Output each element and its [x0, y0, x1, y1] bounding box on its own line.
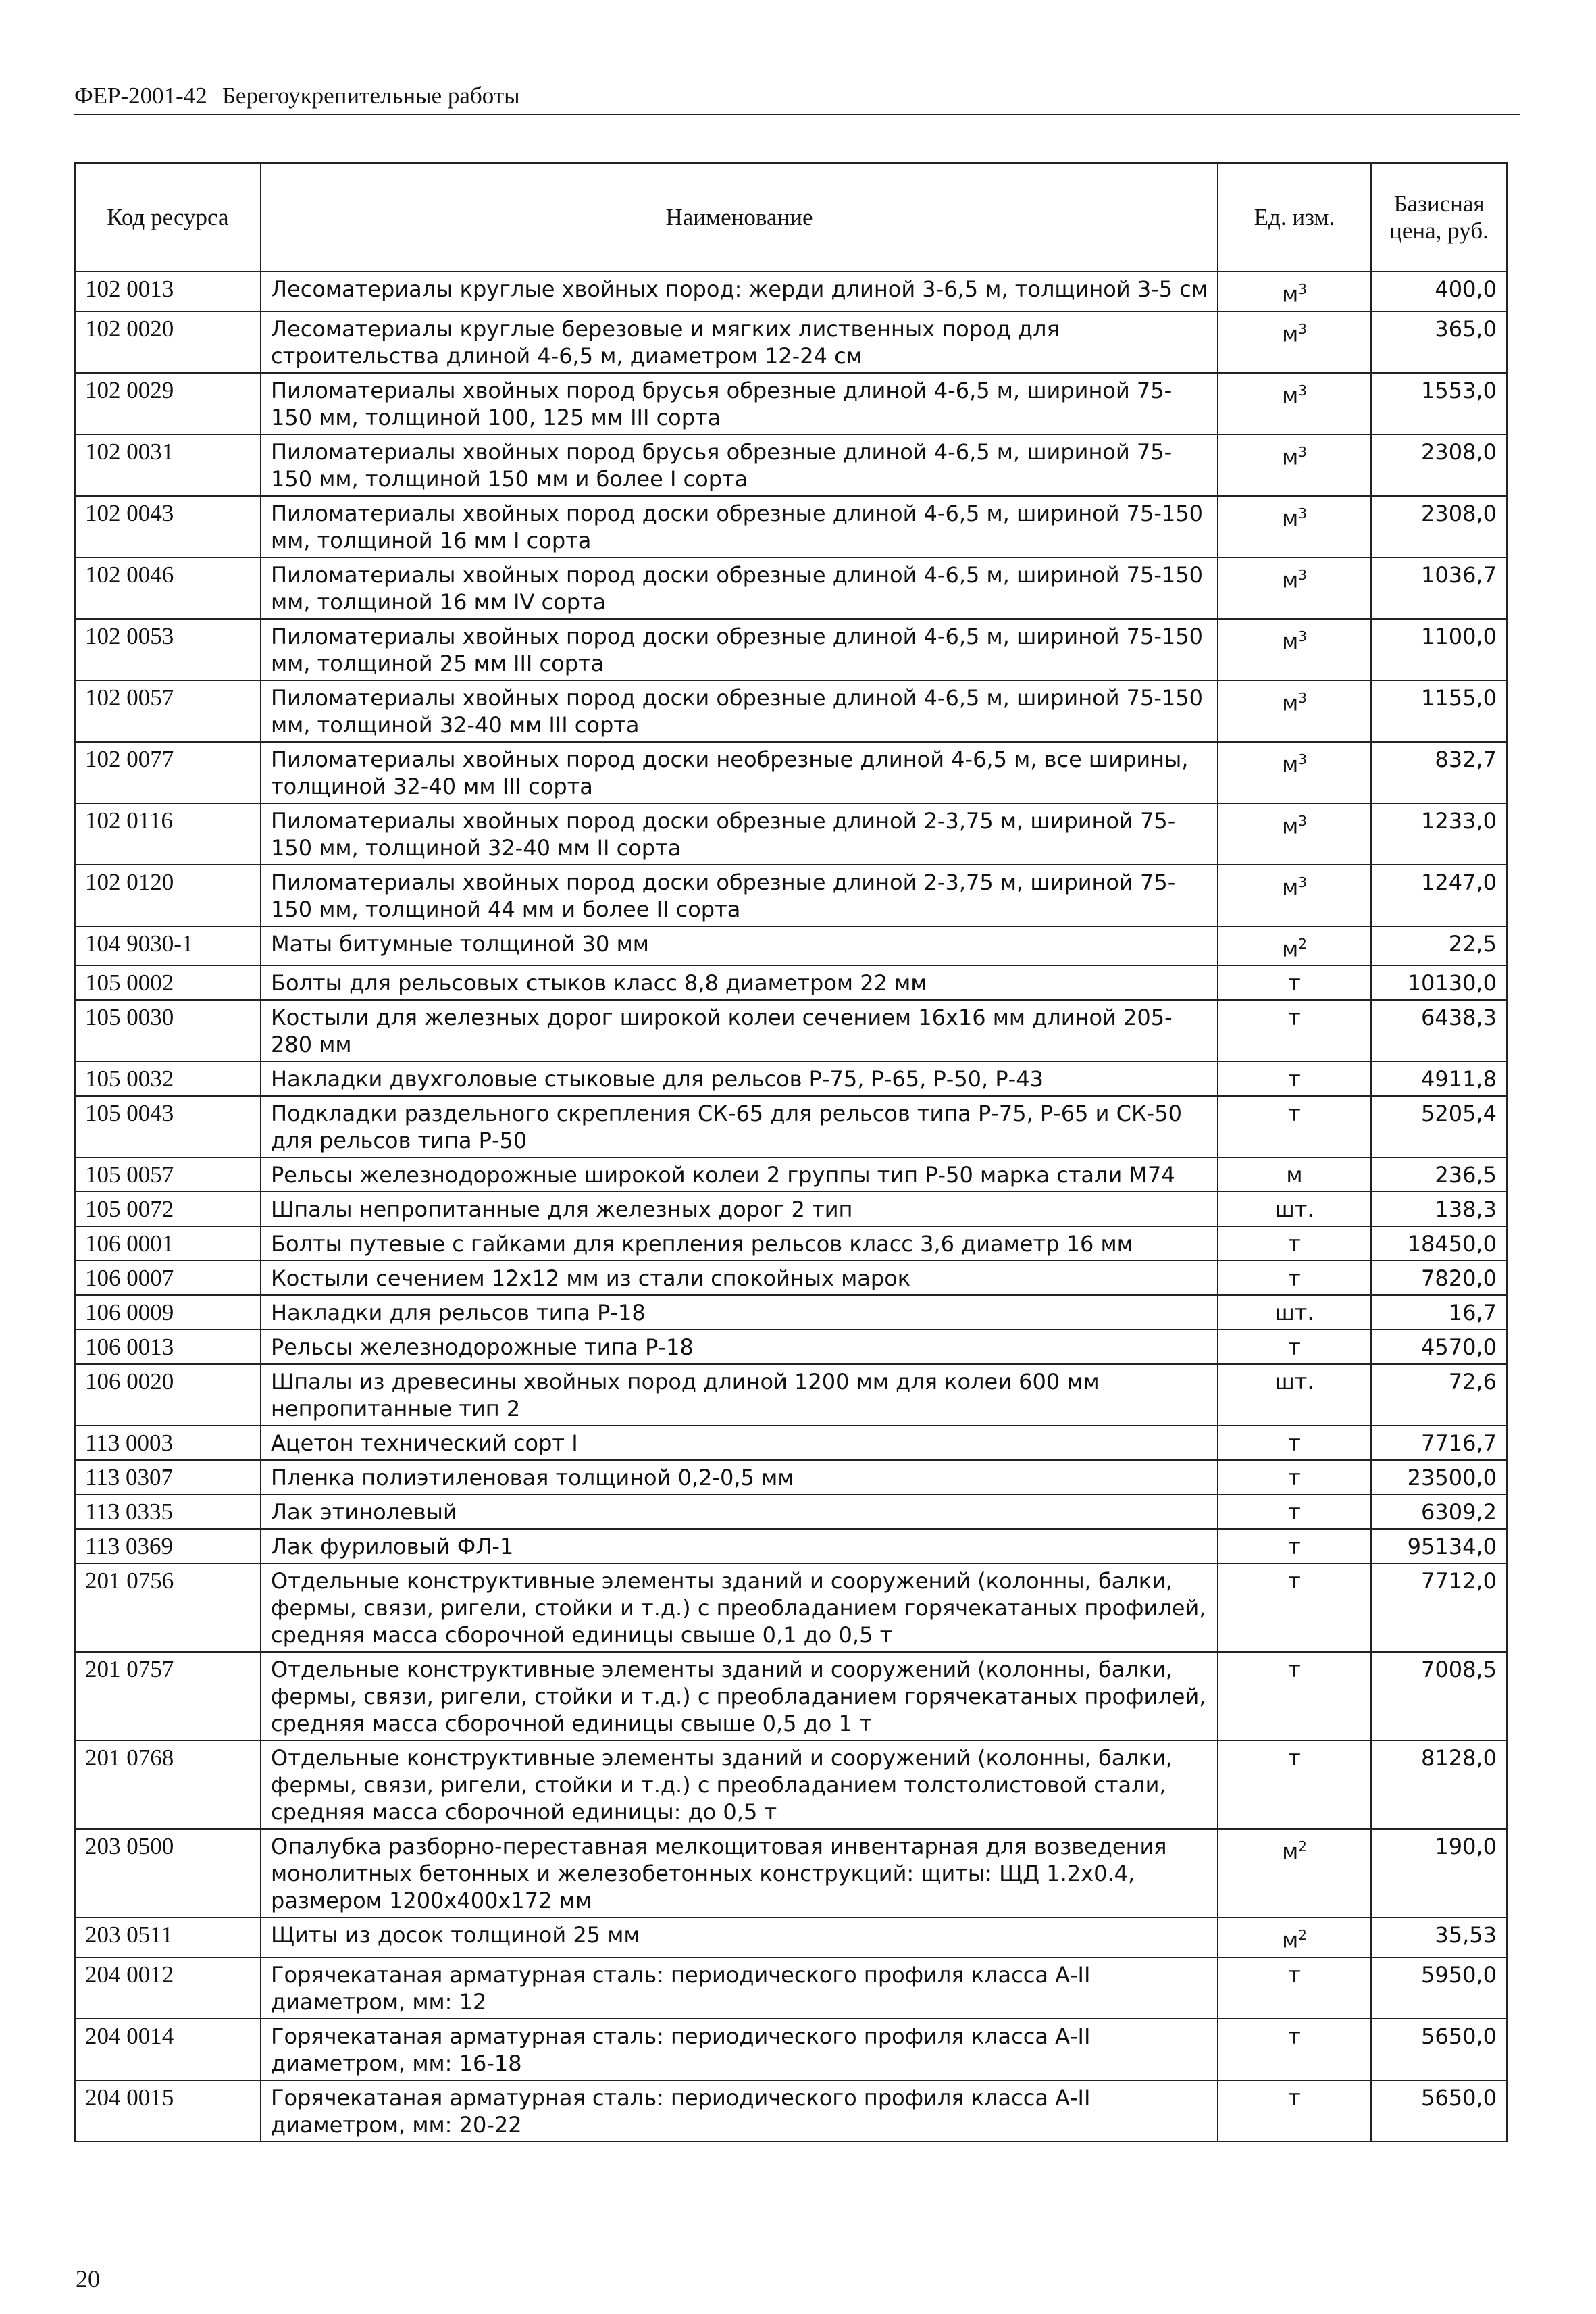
- resource-code: 102 0020: [75, 311, 261, 373]
- unit-exponent: 3: [1298, 812, 1307, 829]
- resource-code: 106 0013: [75, 1330, 261, 1364]
- table-row: [75, 1330, 1507, 1364]
- unit-exponent: 3: [1298, 628, 1307, 645]
- unit-cell: [1218, 1061, 1371, 1096]
- unit-cell: [1218, 373, 1371, 434]
- unit-label: м: [1282, 321, 1299, 347]
- base-price: 5650,0: [1371, 2019, 1507, 2080]
- table-row: [75, 1494, 1507, 1529]
- unit-exponent: 3: [1298, 320, 1307, 337]
- resource-price-table: [74, 162, 1508, 2142]
- base-price: 8128,0: [1371, 1740, 1507, 1829]
- base-price: 1553,0: [1371, 373, 1507, 434]
- table-row: [75, 1295, 1507, 1330]
- resource-code: 204 0015: [75, 2080, 261, 2142]
- table-row: [75, 1563, 1507, 1652]
- unit-cell: [1218, 1460, 1371, 1494]
- resource-code: 201 0757: [75, 1652, 261, 1740]
- table-row: [75, 311, 1507, 373]
- resource-name: Пиломатериалы хвойных пород брусья обрезные длиной 4-6,5 м, шириной 75-150 мм, толщиной 100, 125 мм III сорта: [261, 373, 1218, 434]
- unit-cell: [1218, 742, 1371, 803]
- unit-exponent: 2: [1298, 935, 1307, 952]
- base-price: 95134,0: [1371, 1529, 1507, 1563]
- table-row: [75, 742, 1507, 803]
- table-body: [75, 272, 1507, 2142]
- unit-label: т: [1288, 1745, 1301, 1771]
- table-row: [75, 803, 1507, 865]
- resource-code: 113 0335: [75, 1494, 261, 1529]
- column-header-code: Код ресурса: [75, 163, 261, 272]
- resource-code: 105 0002: [75, 965, 261, 1000]
- page-number: 20: [76, 2265, 100, 2292]
- unit-cell: [1218, 434, 1371, 496]
- base-price: 1247,0: [1371, 865, 1507, 926]
- unit-cell: [1218, 1917, 1371, 1957]
- resource-code: 105 0072: [75, 1192, 261, 1226]
- resource-name: Щиты из досок толщиной 25 мм: [261, 1917, 1218, 1957]
- table-row: [75, 865, 1507, 926]
- unit-cell: [1218, 965, 1371, 1000]
- resource-name: Лак этинолевый: [261, 1494, 1218, 1529]
- table-row: [75, 496, 1507, 557]
- resource-code: 203 0511: [75, 1917, 261, 1957]
- unit-cell: [1218, 1295, 1371, 1330]
- unit-label: м: [1282, 936, 1299, 962]
- resource-name: Болты для рельсовых стыков класс 8,8 диаметром 22 мм: [261, 965, 1218, 1000]
- unit-cell: [1218, 803, 1371, 865]
- unit-label: т: [1288, 1430, 1301, 1457]
- unit-label: м: [1282, 567, 1299, 593]
- table-row: [75, 1096, 1507, 1157]
- base-price: 4911,8: [1371, 1061, 1507, 1096]
- resource-code: 105 0032: [75, 1061, 261, 1096]
- unit-label: шт.: [1275, 1300, 1314, 1326]
- table-row: [75, 434, 1507, 496]
- resource-name: Пиломатериалы хвойных пород доски необрезные длиной 4-6,5 м, все ширины, толщиной 32-40 мм III сорта: [261, 742, 1218, 803]
- base-price: 22,5: [1371, 926, 1507, 966]
- table-row: [75, 1000, 1507, 1061]
- base-price: 23500,0: [1371, 1460, 1507, 1494]
- base-price: 6309,2: [1371, 1494, 1507, 1529]
- resource-name: Маты битумные толщиной 30 мм: [261, 926, 1218, 966]
- unit-exponent: 3: [1298, 689, 1307, 706]
- unit-exponent: 3: [1298, 505, 1307, 522]
- unit-exponent: 3: [1298, 443, 1307, 460]
- unit-cell: [1218, 1096, 1371, 1157]
- resource-code: 201 0756: [75, 1563, 261, 1652]
- unit-cell: [1218, 1426, 1371, 1460]
- resource-name: Шпалы из древесины хвойных пород длиной 1200 мм для колеи 600 мм непропитанные тип 2: [261, 1364, 1218, 1426]
- base-price: 2308,0: [1371, 434, 1507, 496]
- resource-code: 102 0046: [75, 557, 261, 619]
- resource-name: Пленка полиэтиленовая толщиной 0,2-0,5 мм: [261, 1460, 1218, 1494]
- table-row: [75, 557, 1507, 619]
- resource-code: 204 0012: [75, 1957, 261, 2019]
- resource-name: Пиломатериалы хвойных пород доски обрезные длиной 4-6,5 м, шириной 75-150 мм, толщиной 16 мм I сорта: [261, 496, 1218, 557]
- unit-label: т: [1288, 1534, 1301, 1560]
- base-price: 5205,4: [1371, 1096, 1507, 1157]
- table-row: [75, 373, 1507, 434]
- base-price: 7820,0: [1371, 1261, 1507, 1295]
- base-price: 365,0: [1371, 311, 1507, 373]
- resource-code: 203 0500: [75, 1829, 261, 1917]
- unit-label: м: [1286, 1162, 1303, 1188]
- resource-name: Пиломатериалы хвойных пород брусья обрезные длиной 4-6,5 м, шириной 75-150 мм, толщиной 150 мм и более I сорта: [261, 434, 1218, 496]
- resource-code: 102 0057: [75, 680, 261, 742]
- table-row: [75, 965, 1507, 1000]
- resource-name: Костыли сечением 12х12 мм из стали спокойных марок: [261, 1261, 1218, 1295]
- resource-name: Опалубка разборно-переставная мелкощитовая инвентарная для возведения монолитных бетонных и железобетонных конструкций: щиты: ЩД 1.2х0.4, размером 1200х400х172 мм: [261, 1829, 1218, 1917]
- table-row: [75, 1529, 1507, 1563]
- table-row: [75, 1192, 1507, 1226]
- unit-label: т: [1288, 1066, 1301, 1092]
- unit-cell: [1218, 1364, 1371, 1426]
- table-row: [75, 1061, 1507, 1096]
- unit-exponent: 2: [1298, 1838, 1307, 1855]
- unit-label: т: [1288, 1265, 1301, 1292]
- resource-name: Подкладки раздельного скрепления СК-65 для рельсов типа Р-75, Р-65 и СК-50 для рельсов типа Р-50: [261, 1096, 1218, 1157]
- unit-cell: [1218, 1529, 1371, 1563]
- base-price: 138,3: [1371, 1192, 1507, 1226]
- unit-label: м: [1282, 444, 1299, 470]
- unit-cell: [1218, 1829, 1371, 1917]
- unit-exponent: 2: [1298, 1927, 1307, 1944]
- unit-label: т: [1288, 2084, 1301, 2111]
- table-row: [75, 1829, 1507, 1917]
- column-header-unit: Ед. изм.: [1218, 163, 1371, 272]
- resource-code: 102 0031: [75, 434, 261, 496]
- document-code: ФЕР-2001-42: [74, 82, 207, 109]
- resource-code: 102 0053: [75, 619, 261, 680]
- base-price: 2308,0: [1371, 496, 1507, 557]
- unit-label: м: [1282, 690, 1299, 716]
- unit-cell: [1218, 311, 1371, 373]
- table-row: [75, 1426, 1507, 1460]
- base-price: 4570,0: [1371, 1330, 1507, 1364]
- resource-name: Пиломатериалы хвойных пород доски обрезные длиной 4-6,5 м, шириной 75-150 мм, толщиной 32-40 мм III сорта: [261, 680, 1218, 742]
- resource-code: 106 0001: [75, 1226, 261, 1261]
- resource-name: Лак фуриловый ФЛ-1: [261, 1529, 1218, 1563]
- unit-cell: [1218, 680, 1371, 742]
- table-row: [75, 1652, 1507, 1740]
- document-title: Берегоукрепительные работы: [222, 82, 520, 109]
- resource-name: Отдельные конструктивные элементы зданий и сооружений (колонны, балки, фермы, связи, ригели, стойки и т.д.) с преобладанием горячекатаных профилей, средняя масса сборочной единицы свыше 0,5 до 1 т: [261, 1652, 1218, 1740]
- resource-name: Горячекатаная арматурная сталь: периодического профиля класса А-II диаметром, мм: 16-18: [261, 2019, 1218, 2080]
- table-row: [75, 1957, 1507, 2019]
- resource-name: Горячекатаная арматурная сталь: периодического профиля класса А-II диаметром, мм: 12: [261, 1957, 1218, 2019]
- unit-label: м: [1282, 281, 1299, 307]
- base-price: 7008,5: [1371, 1652, 1507, 1740]
- unit-exponent: 3: [1298, 566, 1307, 583]
- unit-label: т: [1288, 1465, 1301, 1491]
- unit-label: м: [1282, 1838, 1299, 1865]
- unit-label: т: [1288, 1334, 1301, 1361]
- table-row: [75, 2080, 1507, 2142]
- base-price: 190,0: [1371, 1829, 1507, 1917]
- resource-name: Пиломатериалы хвойных пород доски обрезные длиной 4-6,5 м, шириной 75-150 мм, толщиной 16 мм IV сорта: [261, 557, 1218, 619]
- base-price: 7716,7: [1371, 1426, 1507, 1460]
- unit-label: т: [1288, 970, 1301, 997]
- resource-code: 204 0014: [75, 2019, 261, 2080]
- resource-name: Отдельные конструктивные элементы зданий и сооружений (колонны, балки, фермы, связи, ригели, стойки и т.д.) с преобладанием горячекатаных профилей, средняя масса сборочной единицы свыше 0,1 до 0,5 т: [261, 1563, 1218, 1652]
- resource-code: 102 0077: [75, 742, 261, 803]
- resource-code: 113 0369: [75, 1529, 261, 1563]
- resource-name: Пиломатериалы хвойных пород доски обрезные длиной 2-3,75 м, шириной 75-150 мм, толщиной 32-40 мм II сорта: [261, 803, 1218, 865]
- unit-exponent: 3: [1298, 281, 1307, 297]
- column-header-name: Наименование: [261, 163, 1218, 272]
- base-price: 400,0: [1371, 272, 1507, 311]
- resource-code: 113 0003: [75, 1426, 261, 1460]
- base-price: 16,7: [1371, 1295, 1507, 1330]
- unit-cell: [1218, 1740, 1371, 1829]
- unit-cell: [1218, 1192, 1371, 1226]
- resource-name: Отдельные конструктивные элементы зданий и сооружений (колонны, балки, фермы, связи, ригели, стойки и т.д.) с преобладанием толстолистовой стали, средняя масса сборочной единицы: до 0,5 т: [261, 1740, 1218, 1829]
- unit-cell: [1218, 1000, 1371, 1061]
- unit-label: м: [1282, 751, 1299, 778]
- unit-label: м: [1282, 1927, 1299, 1953]
- base-price: 5950,0: [1371, 1957, 1507, 2019]
- resource-name: Пиломатериалы хвойных пород доски обрезные длиной 2-3,75 м, шириной 75-150 мм, толщиной 44 мм и более II сорта: [261, 865, 1218, 926]
- unit-cell: [1218, 1957, 1371, 2019]
- table-row: [75, 926, 1507, 966]
- table-row: [75, 1226, 1507, 1261]
- resource-name: Болты путевые с гайками для крепления рельсов класс 3,6 диаметр 16 мм: [261, 1226, 1218, 1261]
- base-price: 35,53: [1371, 1917, 1507, 1957]
- unit-cell: [1218, 1652, 1371, 1740]
- unit-cell: [1218, 1563, 1371, 1652]
- unit-cell: [1218, 272, 1371, 311]
- base-price: 7712,0: [1371, 1563, 1507, 1652]
- resource-name: Лесоматериалы круглые березовые и мягких лиственных пород для строительства длиной 4-6,5 м, диаметром 12-24 см: [261, 311, 1218, 373]
- unit-label: шт.: [1275, 1369, 1314, 1395]
- resource-name: Накладки двухголовые стыковые для рельсов Р-75, Р-65, Р-50, Р-43: [261, 1061, 1218, 1096]
- unit-label: шт.: [1275, 1197, 1314, 1223]
- resource-name: Рельсы железнодорожные широкой колеи 2 группы тип Р-50 марка стали М74: [261, 1157, 1218, 1192]
- resource-code: 102 0029: [75, 373, 261, 434]
- unit-cell: [1218, 2080, 1371, 2142]
- resource-code: 105 0057: [75, 1157, 261, 1192]
- resource-code: 102 0013: [75, 272, 261, 311]
- unit-cell: [1218, 1494, 1371, 1529]
- unit-label: т: [1288, 1568, 1301, 1594]
- unit-label: м: [1282, 628, 1299, 655]
- column-header-price: Базисная цена, руб.: [1371, 163, 1507, 272]
- table-row: [75, 619, 1507, 680]
- unit-cell: [1218, 1330, 1371, 1364]
- unit-cell: [1218, 619, 1371, 680]
- unit-label: т: [1288, 1231, 1301, 1257]
- unit-exponent: 3: [1298, 382, 1307, 399]
- base-price: 5650,0: [1371, 2080, 1507, 2142]
- running-header: [74, 80, 1520, 115]
- unit-cell: [1218, 1157, 1371, 1192]
- unit-cell: [1218, 2019, 1371, 2080]
- resource-name: Рельсы железнодорожные типа Р-18: [261, 1330, 1218, 1364]
- table-row: [75, 1917, 1507, 1957]
- resource-name: Лесоматериалы круглые хвойных пород: жерди длиной 3-6,5 м, толщиной 3-5 см: [261, 272, 1218, 311]
- table-row: [75, 1261, 1507, 1295]
- resource-code: 102 0116: [75, 803, 261, 865]
- base-price: 72,6: [1371, 1364, 1507, 1426]
- table-row: [75, 1157, 1507, 1192]
- unit-label: т: [1288, 1657, 1301, 1683]
- base-price: 236,5: [1371, 1157, 1507, 1192]
- table-row: [75, 1740, 1507, 1829]
- table-row: [75, 1364, 1507, 1426]
- unit-label: т: [1288, 2023, 1301, 2049]
- resource-code: 201 0768: [75, 1740, 261, 1829]
- resource-name: Костыли для железных дорог широкой колеи сечением 16х16 мм длиной 205-280 мм: [261, 1000, 1218, 1061]
- base-price: 1100,0: [1371, 619, 1507, 680]
- unit-label: м: [1282, 874, 1299, 901]
- resource-code: 106 0009: [75, 1295, 261, 1330]
- unit-label: т: [1288, 1961, 1301, 1988]
- resource-code: 105 0043: [75, 1096, 261, 1157]
- resource-code: 102 0043: [75, 496, 261, 557]
- resource-name: Накладки для рельсов типа Р-18: [261, 1295, 1218, 1330]
- unit-cell: [1218, 1261, 1371, 1295]
- table-row: [75, 680, 1507, 742]
- base-price: 10130,0: [1371, 965, 1507, 1000]
- resource-name: Пиломатериалы хвойных пород доски обрезные длиной 4-6,5 м, шириной 75-150 мм, толщиной 25 мм III сорта: [261, 619, 1218, 680]
- unit-cell: [1218, 1226, 1371, 1261]
- unit-label: т: [1288, 1499, 1301, 1526]
- resource-code: 104 9030-1: [75, 926, 261, 966]
- unit-exponent: 3: [1298, 751, 1307, 768]
- unit-label: м: [1282, 382, 1299, 409]
- table-row: [75, 1460, 1507, 1494]
- unit-exponent: 3: [1298, 874, 1307, 890]
- table-row: [75, 2019, 1507, 2080]
- unit-label: т: [1288, 1101, 1301, 1127]
- resource-name: Ацетон технический сорт I: [261, 1426, 1218, 1460]
- base-price: 18450,0: [1371, 1226, 1507, 1261]
- unit-label: м: [1282, 505, 1299, 532]
- resource-code: 106 0007: [75, 1261, 261, 1295]
- unit-label: т: [1288, 1005, 1301, 1031]
- table-row: [75, 272, 1507, 311]
- resource-code: 106 0020: [75, 1364, 261, 1426]
- resource-code: 105 0030: [75, 1000, 261, 1061]
- unit-label: м: [1282, 813, 1299, 839]
- table-header-row: [75, 163, 1507, 272]
- base-price: 1036,7: [1371, 557, 1507, 619]
- unit-cell: [1218, 496, 1371, 557]
- base-price: 832,7: [1371, 742, 1507, 803]
- resource-code: 113 0307: [75, 1460, 261, 1494]
- base-price: 6438,3: [1371, 1000, 1507, 1061]
- unit-cell: [1218, 926, 1371, 966]
- base-price: 1233,0: [1371, 803, 1507, 865]
- resource-name: Шпалы непропитанные для железных дорог 2 тип: [261, 1192, 1218, 1226]
- resource-code: 102 0120: [75, 865, 261, 926]
- unit-cell: [1218, 557, 1371, 619]
- base-price: 1155,0: [1371, 680, 1507, 742]
- resource-name: Горячекатаная арматурная сталь: периодического профиля класса А-II диаметром, мм: 20-22: [261, 2080, 1218, 2142]
- unit-cell: [1218, 865, 1371, 926]
